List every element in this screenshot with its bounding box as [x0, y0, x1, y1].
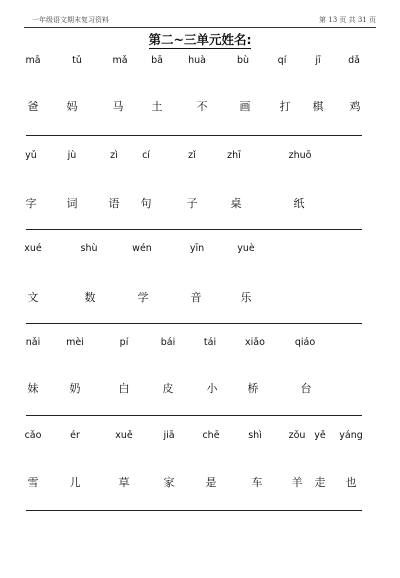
hanzi-row	[0, 289, 400, 305]
hanzi-character: 字	[25, 197, 37, 210]
hanzi-character: 车	[251, 476, 263, 489]
pinyin-syllable: cǎo	[24, 430, 42, 441]
answer-line	[26, 415, 362, 416]
hanzi-character: 草	[118, 476, 130, 489]
pinyin-syllable: zhī	[227, 150, 241, 161]
hanzi-character: 音	[190, 291, 202, 304]
pinyin-syllable: yīn	[189, 243, 205, 254]
hanzi-character: 子	[186, 197, 198, 210]
pinyin-syllable: qí	[277, 55, 287, 66]
hanzi-character: 雪	[27, 476, 39, 489]
header-divider	[24, 27, 376, 28]
pinyin-syllable: tái	[203, 337, 217, 348]
pinyin-syllable: xué	[24, 243, 42, 254]
hanzi-character: 妈	[66, 100, 78, 113]
page-header	[24, 13, 376, 27]
hanzi-character: 小	[206, 382, 218, 395]
hanzi-row	[0, 380, 400, 396]
answer-line	[26, 323, 362, 324]
hanzi-character: 土	[151, 100, 163, 113]
hanzi-character: 走	[314, 476, 326, 489]
pinyin-syllable: huà	[188, 55, 206, 66]
pinyin-syllable: tǔ	[72, 55, 82, 66]
hanzi-character: 马	[112, 100, 124, 113]
hanzi-character: 画	[239, 100, 251, 113]
answer-line	[26, 229, 362, 230]
pinyin-row	[0, 55, 400, 71]
pinyin-syllable: yuè	[237, 243, 255, 254]
pinyin-syllable: xiǎo	[245, 337, 265, 348]
pinyin-syllable: bā	[151, 55, 163, 66]
pinyin-syllable: wén	[132, 243, 152, 254]
hanzi-character: 桌	[230, 197, 242, 210]
pinyin-syllable: jù	[67, 150, 77, 161]
hanzi-character: 打	[279, 100, 291, 113]
pinyin-row	[0, 243, 400, 259]
hanzi-character: 妹	[27, 382, 39, 395]
hanzi-character: 桥	[247, 382, 259, 395]
answer-line	[26, 135, 362, 136]
pinyin-syllable: zhuō	[288, 150, 312, 161]
pinyin-syllable: yě	[314, 430, 326, 441]
header-page-number: 第 13 页 共 31 页	[319, 16, 376, 24]
hanzi-row	[0, 98, 400, 114]
hanzi-character: 台	[300, 382, 312, 395]
page-title	[0, 30, 400, 48]
header-doc-title: 一年级语文期末复习资料	[32, 16, 109, 24]
hanzi-character: 数	[84, 291, 96, 304]
hanzi-character: 纸	[293, 197, 305, 210]
hanzi-character: 儿	[69, 476, 81, 489]
hanzi-character: 语	[108, 197, 120, 210]
pinyin-syllable: zǒu	[288, 430, 306, 441]
pinyin-syllable: cí	[142, 150, 150, 161]
hanzi-character: 学	[137, 291, 149, 304]
pinyin-syllable: qiáo	[294, 337, 316, 348]
hanzi-character: 句	[140, 197, 152, 210]
hanzi-character: 皮	[162, 382, 174, 395]
hanzi-character: 也	[345, 476, 357, 489]
pinyin-syllable: yǔ	[25, 150, 37, 161]
answer-line	[26, 510, 362, 511]
pinyin-syllable: mèi	[66, 337, 84, 348]
hanzi-character: 乐	[240, 291, 252, 304]
pinyin-syllable: xuě	[115, 430, 133, 441]
pinyin-row	[0, 430, 400, 446]
pinyin-syllable: dǎ	[348, 55, 360, 66]
pinyin-row	[0, 150, 400, 166]
hanzi-character: 家	[163, 476, 175, 489]
hanzi-character: 是	[205, 476, 217, 489]
hanzi-row	[0, 195, 400, 211]
pinyin-syllable: bù	[236, 55, 250, 66]
pinyin-syllable: jiā	[163, 430, 175, 441]
pinyin-syllable: ér	[70, 430, 80, 441]
pinyin-syllable: chē	[202, 430, 220, 441]
hanzi-character: 棋	[312, 100, 324, 113]
pinyin-syllable: mǎ	[112, 55, 128, 66]
pinyin-syllable: zì	[110, 150, 118, 161]
pinyin-syllable: shì	[248, 430, 262, 441]
hanzi-character: 羊	[291, 476, 303, 489]
hanzi-character: 白	[118, 382, 130, 395]
hanzi-character: 文	[27, 291, 39, 304]
hanzi-character: 词	[66, 197, 78, 210]
pinyin-syllable: bái	[160, 337, 176, 348]
hanzi-character: 爸	[27, 100, 39, 113]
page-title-text: 第二~三单元姓名:	[148, 32, 252, 47]
hanzi-character: 鸡	[349, 100, 361, 113]
hanzi-character: 不	[196, 100, 208, 113]
pinyin-syllable: nǎi	[25, 337, 41, 348]
hanzi-row	[0, 474, 400, 490]
pinyin-syllable: pí	[119, 337, 129, 348]
pinyin-syllable: shù	[80, 243, 98, 254]
pinyin-syllable: yáng	[339, 430, 363, 441]
hanzi-character: 奶	[69, 382, 81, 395]
pinyin-syllable: mā	[25, 55, 41, 66]
pinyin-syllable: jī	[315, 55, 321, 66]
pinyin-row	[0, 337, 400, 353]
pinyin-syllable: zǐ	[188, 150, 196, 161]
